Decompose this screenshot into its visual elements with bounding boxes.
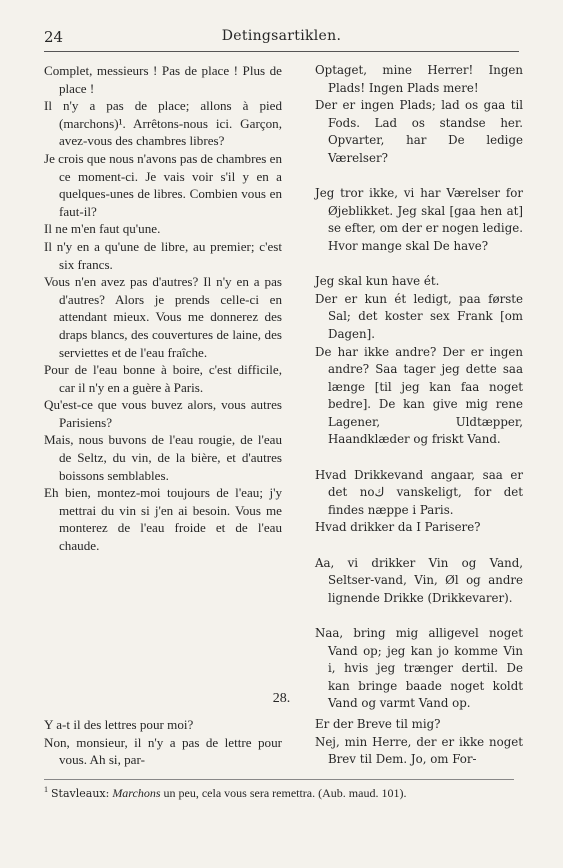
danish-line: Jeg skal kun have ét.: [315, 274, 440, 289]
footnote-term: Stavleaux:: [51, 787, 110, 800]
footnote: [44, 785, 529, 801]
french-line: Non, monsieur, il n'y a pas de lettre pour vous. Ah si, par-: [44, 734, 282, 768]
footnote-rule: [44, 779, 514, 780]
french-line: Je crois que nous n'avons pas de chambres en ce moment-ci. Je vais voir s'il y en a quelques-unes de libres. Combien vous en faut-il?: [44, 150, 282, 219]
danish-line: Naa, bring mig alligevel noget Vand op; jeg kan jo komme Vin i, hvis jeg trænger dertil. De kan bringe baade noget koldt Vand og varmt Vand op.: [315, 626, 523, 711]
spacer: [315, 449, 523, 467]
french-line: Mais, nous buvons de l'eau rougie, de l'eau de Seltz, du vin, de la bière, et d'autres boissons semblables.: [44, 432, 282, 483]
page-number: 24: [44, 28, 64, 46]
french-line: Vous n'en avez pas d'autres? Il n'y en a pas d'autres? Alors je prends celle-ci en attendant mieux. Vous me donnerez des draps blancs, des couvertures de laine, des serviettes et de l'eau fraîche.: [44, 274, 282, 360]
danish-column-bottom: [315, 716, 523, 769]
footnote-rest: un peu, cela vous sera remettra. (Aub. maud. 101).: [160, 786, 407, 800]
french-line: Complet, messieurs ! Pas de place ! Plus de place !: [44, 63, 282, 96]
danish-column-top: [315, 62, 523, 713]
danish-line: Der er kun ét ledigt, paa første Sal; det koster sex Frank [om Dagen].: [315, 291, 523, 341]
french-line: Y a-t il des lettres pour moi?: [44, 717, 194, 732]
header-rule: [44, 51, 519, 52]
french-line: Eh bien, montez-moi toujours de l'eau; j'y mettrai du vin si j'en ai besoin. Vous me monterez de l'eau froide et de l'eau chaude.: [44, 485, 282, 554]
spacer: [315, 607, 523, 625]
french-column-bottom: [44, 716, 282, 769]
spacer: [315, 168, 523, 186]
danish-line: Optaget, mine Herrer! Ingen Plads! Ingen Plads mere!: [315, 63, 523, 95]
running-title: Detingsartiklen.: [221, 28, 342, 44]
french-line: Il n'y a pas de place; allons à pied (marchons)¹. Arrêtons-nous ici. Garçon, avez-vous des chambres libres?: [44, 98, 282, 149]
spacer: [315, 537, 523, 555]
danish-line: Hvad drikker da I Parisere?: [315, 520, 481, 535]
danish-line: Der er ingen Plads; lad os gaa til Fods. Lad os standse her. Opvarter, har De ledige Værelser?: [315, 98, 523, 165]
section-number: 28.: [272, 691, 291, 706]
footnote-italic: Marchons: [112, 786, 161, 800]
footnote-marker: 1: [44, 785, 48, 794]
french-column-top: [44, 62, 282, 555]
spacer: [315, 256, 523, 274]
danish-line: Hvad Drikkevand angaar, saa er det noك vanskeligt, for det findes næppe i Paris.: [315, 467, 523, 517]
french-line: Il n'y en a qu'une de libre, au premier; c'est six francs.: [44, 238, 282, 272]
danish-line: Aa, vi drikker Vin og Vand, Seltser-vand, Vin, Øl og andre lignende Drikke (Drikkevarer).: [315, 555, 523, 605]
page-header: [44, 28, 519, 46]
danish-line: De har ikke andre? Der er ingen andre? Saa tager jeg dette saa længe [til jeg kan faa noget bedre]. De kan give mig rene Lagener, Uldtæpper, Haandklæder og friskt Vand.: [315, 344, 523, 447]
french-line: Pour de l'eau bonne à boire, c'est difficile, car il n'y en a guère à Paris.: [44, 362, 282, 395]
french-line: Qu'est-ce que vous buvez alors, vous autres Parisiens?: [44, 397, 282, 430]
danish-line: Nej, min Herre, der er ikke noget Brev til Dem. Jo, om For-: [315, 734, 523, 767]
french-line: Il ne m'en faut qu'une.: [44, 221, 161, 237]
danish-line: Jeg tror ikke, vi har Værelser for Øjeblikket. Jeg skal [gaa hen at] se efter, om der er nogen ledige. Hvor mange skal De have?: [315, 186, 523, 253]
danish-line: Er der Breve til mig?: [315, 717, 441, 731]
